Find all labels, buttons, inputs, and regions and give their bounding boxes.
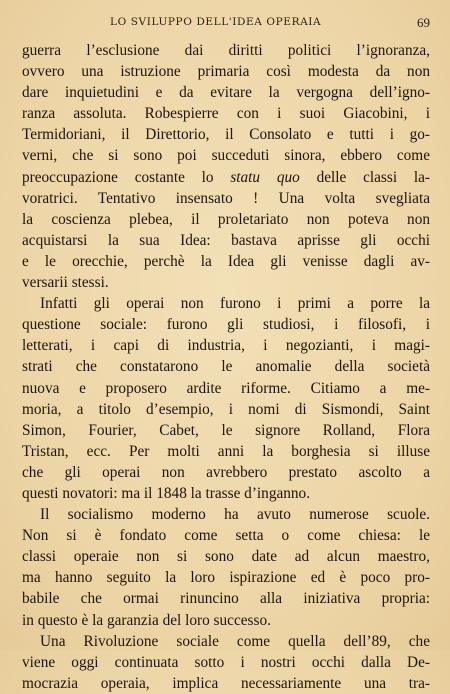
text-line: viene oggi continuata sotto i nostri occhi dalla De-: [22, 653, 430, 671]
text-line: letterati, i capi di industria, i negozianti, i magi-: [22, 337, 430, 355]
text-line: classi operaie non si sono date ad alcun maestro,: [22, 548, 430, 566]
text-line: Non si è fondato come setta o come chiesa: le: [22, 527, 430, 545]
text-line: voratrici. Tentativo insensato ! Una volta svegliata: [22, 189, 430, 207]
text-line: Infatti gli operai non furono i primi a porre la: [40, 295, 430, 313]
text-line: ranza assoluta. Robespierre con i suoi Giacobini, i: [22, 105, 430, 123]
text-line: Tristan, ecc. Per molti anni la borghesia si illuse: [22, 442, 430, 460]
text-line: mocrazia operaia, implica necessariamente una tra-: [22, 674, 430, 692]
text-line: e le orecchie, perchè la Idea gli venisse dagli av-: [22, 252, 430, 270]
page-number: 69: [417, 15, 430, 30]
text-line: questione sociale: furono gli studiosi, i filosofi, i: [22, 316, 430, 334]
text-line: Il socialismo moderno ha avuto numerose scuole.: [40, 506, 430, 524]
text-line: acquistarsi la sua Idea: bastava aprisse gli occhi: [22, 231, 430, 249]
text-line: versarii stessi.: [22, 274, 109, 292]
text-line: dare inquietudini e da evitare la vergogna dell’igno-: [22, 84, 430, 102]
body-text: [22, 40, 430, 694]
text-line: babile che ormai rinuncino alla iniziativa propria:: [22, 590, 430, 608]
text-line: Una Rivoluzione sociale come quella dell’89, che: [40, 632, 430, 650]
page-header: [0, 16, 450, 34]
text-line: che gli operai non avrebbero prestato ascolto a: [22, 463, 430, 481]
text-line: [22, 167, 430, 188]
text-line: ovvero una istruzione primaria così modesta da non: [22, 63, 430, 81]
text-line: guerra l’esclusione dai diritti politici l’ignoranza,: [22, 42, 430, 59]
text-line: Termidoriani, il Direttorio, il Consolato e tutti i go-: [22, 126, 430, 144]
text-line: la coscienza plebea, il proletariato non poteva non: [22, 210, 430, 228]
text-line: moria, a titolo d’esempio, i nomi di Sismondi, Saint: [22, 400, 430, 418]
italic-term: statu quo: [230, 168, 300, 186]
text-line: ma hanno seguito la loro ispirazione ed è poco pro-: [22, 569, 430, 587]
text-line: strati che constatarono le anomalie della società: [22, 358, 430, 376]
text-line: Simon, Fourier, Cabet, le signore Rolland, Flora: [22, 421, 430, 439]
text-line: nuova e proposero ardite riforme. Citiamo a me-: [22, 379, 430, 397]
text-line: in questo è la garanzia del loro successo.: [22, 611, 271, 629]
text-segment: delle classi la-: [299, 168, 430, 186]
text-line: verni, che si sono poi succeduti sinora, ebbero come: [22, 147, 430, 165]
running-title: LO SVILUPPO DELL'IDEA OPERAIA: [110, 16, 322, 28]
text-line: questi novatori: ma il 1848 la trasse d’inganno.: [22, 484, 311, 502]
text-segment: preoccupazione costante lo: [22, 168, 231, 186]
